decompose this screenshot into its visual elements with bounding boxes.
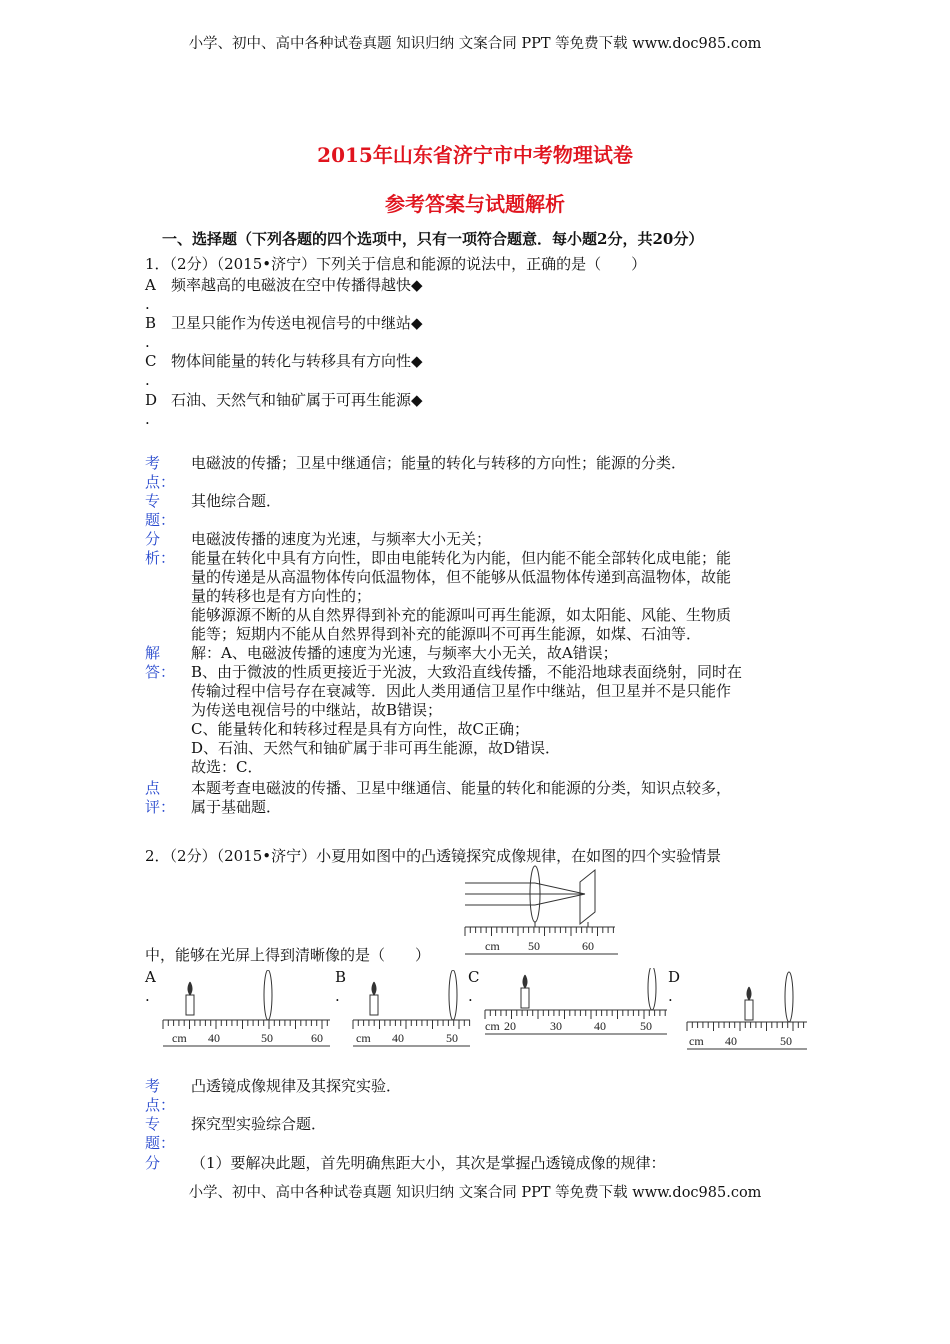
label-part: 考 [145, 1077, 161, 1095]
q1-option-c: C 物体间能量的转化与转移具有方向性◆ . [145, 352, 423, 389]
block-content [191, 1154, 811, 1173]
content-line: 属于基础题． [191, 798, 282, 816]
svg-text:40: 40 [594, 1019, 606, 1033]
q2-option-d-figure [685, 970, 810, 1052]
block-content [191, 1115, 811, 1153]
q2-zhuanti [145, 1115, 811, 1153]
q1-option-b: B 卫星只能作为传送电视信号的中继站◆ . [145, 314, 423, 351]
label-part: 析： [145, 549, 176, 567]
svg-text:50: 50 [261, 1031, 273, 1045]
q2-stem-line2: 中，能够在光屏上得到清晰像的是（ ） [145, 946, 431, 964]
svg-text:cm: cm [356, 1031, 371, 1045]
ruler-ticks [465, 927, 613, 936]
q1-fenxi [145, 530, 811, 644]
block-content [191, 492, 811, 530]
content-line: 解：A、电磁波传播的速度为光速，与频率大小无关，故A错误； [191, 644, 618, 662]
svg-text:cm: cm [689, 1034, 704, 1048]
label-part: 考 [145, 454, 161, 472]
svg-text:30: 30 [550, 1019, 562, 1033]
content-line: B、由于微波的性质更接近于光波，大致沿直线传播，不能沿地球表面绕射，同时在 [191, 663, 743, 681]
block-label [145, 1154, 191, 1173]
svg-text:60: 60 [311, 1031, 323, 1045]
convex-lens-figure [460, 862, 625, 957]
svg-text:40: 40 [208, 1031, 220, 1045]
block-label [145, 779, 191, 817]
unit-label: cm [485, 939, 500, 953]
label-part: 答： [145, 663, 176, 681]
block-label [145, 1115, 191, 1153]
svg-text:50: 50 [640, 1019, 652, 1033]
doc-subtitle: 参考答案与试题解析 [385, 192, 565, 216]
q2-option-c-letter: C . [468, 968, 480, 1005]
content-line: 探究型实验综合题． [191, 1115, 327, 1133]
block-content [191, 530, 811, 644]
content-line: 电磁波传播的速度为光速，与频率大小无关； [191, 530, 492, 548]
content-line: 传输过程中信号存在衰减等．因此人类用通信卫星作中继站，但卫星并不是只能作 [191, 682, 732, 700]
q2-option-a-figure [160, 970, 335, 1050]
block-label [145, 1077, 191, 1115]
content-line: 电磁波的传播；卫星中继通信；能量的转化与转移的方向性；能源的分类． [191, 454, 687, 472]
tick-label: 50 [528, 939, 540, 953]
block-label [145, 492, 191, 530]
q1-stem: 1．（2分）（2015•济宁）下列关于信息和能源的说法中，正确的是（ ） [145, 255, 647, 273]
section-heading: 一、选择题（下列各题的四个选项中，只有一项符合题意．每小题2分，共20分） [162, 230, 704, 248]
content-line: 凸透镜成像规律及其探究实验． [191, 1077, 402, 1095]
page-footer: 小学、初中、高中各种试卷真题 知识归纳 文案合同 PPT 等免费下载 www.doc985.com [188, 1185, 762, 1201]
content-line: D、石油、天然气和铀矿属于非可再生能源，故D错误． [191, 739, 561, 757]
content-line: 其他综合题． [191, 492, 282, 510]
q2-option-b-letter: B . [335, 968, 347, 1005]
q2-option-c-figure [482, 968, 672, 1038]
label-part: 题： [145, 511, 176, 529]
q2-kaodian [145, 1077, 811, 1115]
svg-text:50: 50 [780, 1034, 792, 1048]
label-part: 评： [145, 798, 176, 816]
block-content [191, 454, 811, 492]
svg-text:cm: cm [485, 1019, 500, 1033]
content-line: 量的传递是从高温物体传向低温物体，但不能够从低温物体传递到高温物体，故能 [191, 568, 732, 586]
svg-text:40: 40 [725, 1034, 737, 1048]
q1-zhuanti [145, 492, 811, 530]
block-content [191, 779, 811, 817]
label-part: 题： [145, 1134, 176, 1152]
q2-stem-line1: 2．（2分）（2015•济宁）小夏用如图中的凸透镜探究成像规律，在如图的四个实验情景 [145, 847, 722, 865]
content-line: 能够源源不断的从自然界得到补充的能源叫可再生能源，如太阳能、风能、生物质 [191, 606, 732, 624]
content-line: 故选：C． [191, 758, 263, 776]
q2-option-d-letter: D . [668, 968, 681, 1005]
tick-label: 60 [582, 939, 594, 953]
label-part: 分 [145, 530, 161, 548]
label-part: 专 [145, 492, 161, 510]
content-line: 量的转移也是有方向性的； [191, 587, 372, 605]
block-content [191, 1077, 811, 1115]
page-header: 小学、初中、高中各种试卷真题 知识归纳 文案合同 PPT 等免费下载 www.doc985.com [188, 36, 762, 52]
svg-text:cm: cm [172, 1031, 187, 1045]
q1-option-d: D 石油、天然气和铀矿属于可再生能源◆ . [145, 391, 423, 428]
block-label [145, 454, 191, 492]
content-line: 本题考查电磁波的传播、卫星中继通信、能量的转化和能源的分类，知识点较多， [191, 779, 732, 797]
label-part: 分 [145, 1154, 161, 1172]
content-line: 能量在转化中具有方向性，即由电能转化为内能，但内能不能全部转化成电能；能 [191, 549, 732, 567]
content-line: 能等；短期内不能从自然界得到补充的能源叫不可再生能源，如煤、石油等． [191, 625, 702, 643]
block-content [191, 644, 811, 777]
label-part: 点 [145, 779, 161, 797]
label-part: 点： [145, 473, 176, 491]
svg-text:50: 50 [446, 1031, 458, 1045]
label-part: 解 [145, 644, 161, 662]
label-part: 专 [145, 1115, 161, 1133]
q2-option-b-figure [350, 970, 475, 1050]
q2-option-a-letter: A . [145, 968, 156, 1005]
block-label [145, 530, 191, 644]
q1-jieda [145, 644, 811, 777]
content-line: （1）要解决此题，首先明确焦距大小，其次是掌握凸透镜成像的规律： [191, 1154, 666, 1172]
content-line: C、能量转化和转移过程是具有方向性，故C正确； [191, 720, 529, 738]
content-line: 为传送电视信号的中继站，故B错误； [191, 701, 443, 719]
q2-fenxi [145, 1154, 811, 1173]
svg-text:40: 40 [392, 1031, 404, 1045]
q1-option-a: A 频率越高的电磁波在空中传播得越快◆ . [145, 276, 423, 313]
q1-dianping [145, 779, 811, 817]
q1-kaodian [145, 454, 811, 492]
doc-title: 2015年山东省济宁市中考物理试卷 [317, 143, 633, 167]
label-part: 点： [145, 1096, 176, 1114]
svg-text:20: 20 [504, 1019, 516, 1033]
block-label [145, 644, 191, 777]
